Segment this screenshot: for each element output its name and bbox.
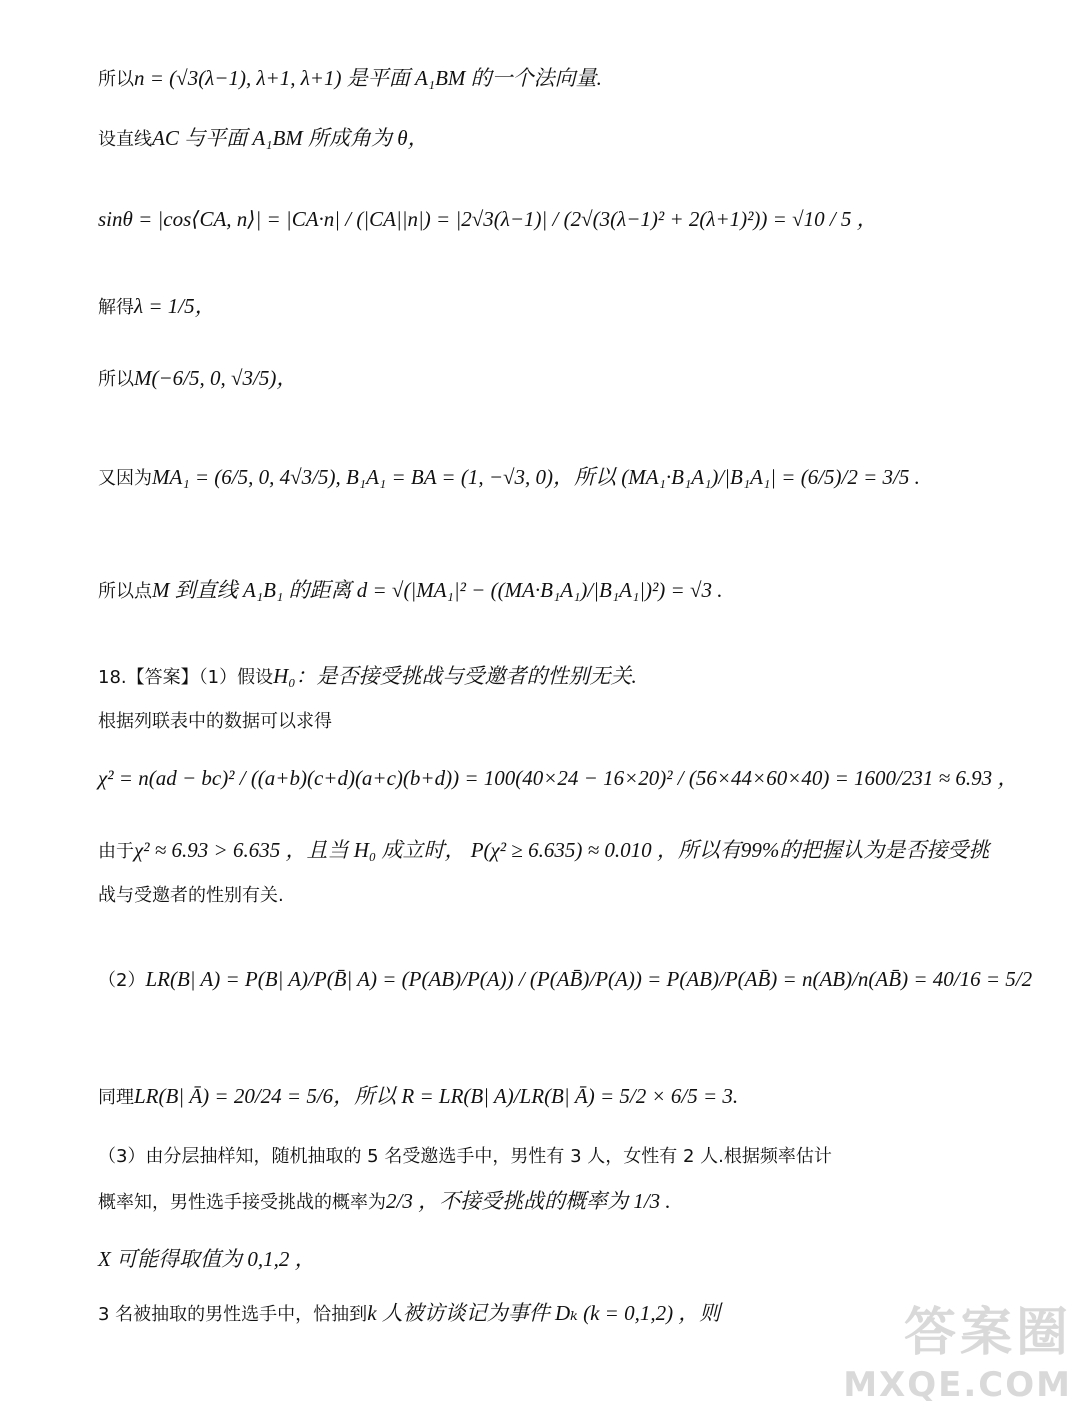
line-math: χ² ≈ 6.93 > 6.635 ，且当 H₀ 成立时， P(χ² ≥ 6.635) ≈ 0.010 ，所以有99%的把握认为是否接受挑 [134, 838, 990, 862]
watermark-url: MXQE.COM [843, 1365, 1072, 1405]
line-text: （3）由分层抽样知，随机抽取的 5 名受邀选手中，男性有 3 人，女性有 2 人.根据频率估计 [98, 1146, 832, 1167]
line-math: H₀：是否接受挑战与受邀者的性别无关. [273, 664, 637, 688]
text-line [98, 203, 878, 233]
text-line [98, 62, 602, 92]
text-line [98, 834, 989, 864]
line-math: 2/3 ，不接受挑战的概率为 1/3 . [386, 1189, 671, 1213]
line-math: LR(B| A) = P(B| A)/P(B̄| A) = (P(AB)/P(A)) / (P(AB̄)/P(A)) = P(AB)/P(AB̄) = n(AB)/n(AB̄) = 40/16 = 5/2 [145, 967, 1033, 991]
text-line [98, 881, 284, 907]
watermark [843, 1290, 1072, 1405]
line-text: 又因为 [98, 468, 152, 489]
line-text: 设直线 [98, 129, 152, 150]
text-line [98, 762, 1018, 792]
line-text: 概率知，男性选手接受挑战的概率为 [98, 1192, 386, 1213]
text-line [98, 966, 1032, 992]
text-line [98, 290, 216, 320]
line-math: sinθ = |cos⟨CA, n⟩| = |CA·n| / (|CA||n|) = |2√3(λ−1)| / (2√(3(λ−1)² + 2(λ+1)²)) = √10 / 5 ， [98, 207, 878, 231]
text-line [98, 574, 723, 604]
text-line [98, 1142, 832, 1168]
text-line [98, 660, 637, 690]
line-text: 同理 [98, 1087, 134, 1108]
line-text: 18.【答案】（1）假设 [98, 667, 274, 688]
text-line [98, 461, 920, 491]
line-text: 解得 [98, 297, 134, 318]
line-text: 战与受邀者的性别有关. [98, 885, 284, 906]
line-math: M(−6/5, 0, √3/5)， [134, 366, 298, 390]
line-math: X 可能得取值为 0,1,2 ， [98, 1247, 316, 1271]
line-math: LR(B| Ā) = 20/24 = 5/6，所以 R = LR(B| A)/LR(B| Ā) = 5/2 × 6/5 = 3. [134, 1084, 739, 1108]
text-line [98, 1243, 316, 1273]
line-math: AC 与平面 A₁BM 所成角为 θ， [152, 126, 429, 150]
line-text: 3 名被抽取的男性选手中，恰抽到 [98, 1304, 368, 1325]
text-line [98, 1297, 720, 1327]
text-line [98, 1185, 671, 1215]
text-line [98, 362, 297, 392]
line-math: χ² = n(ad − bc)² / ((a+b)(c+d)(a+c)(b+d)) = 100(40×24 − 16×20)² / (56×44×60×40) = 1600/231 ≈ 6.93 ， [98, 766, 1019, 790]
text-line [98, 122, 429, 152]
watermark-logo: 答案圈 [903, 1303, 1072, 1363]
text-line [98, 1080, 738, 1110]
line-text: （2） [98, 970, 146, 991]
line-math: k 人被访谈记为事件 Dₖ (k = 0,1,2) ，则 [367, 1301, 721, 1325]
line-math: n = (√3(λ−1), λ+1, λ+1) 是平面 A₁BM 的一个法向量. [134, 66, 602, 90]
line-text: 所以 [98, 369, 134, 390]
line-text: 所以点 [98, 581, 152, 602]
line-math: M 到直线 A₁B₁ 的距离 d = √(|MA₁|² − ((MA·B₁A₁)/|B₁A₁|)²) = √3 . [152, 578, 723, 602]
line-math: λ = 1/5， [134, 294, 216, 318]
line-text: 所以 [98, 69, 134, 90]
line-text: 由于 [98, 841, 134, 862]
text-line [98, 707, 332, 733]
line-math: MA₁ = (6/5, 0, 4√3/5), B₁A₁ = BA = (1, −√3, 0)，所以 (MA₁·B₁A₁)/|B₁A₁| = (6/5)/2 = 3/5 . [152, 465, 920, 489]
line-text: 根据列联表中的数据可以求得 [98, 711, 332, 732]
